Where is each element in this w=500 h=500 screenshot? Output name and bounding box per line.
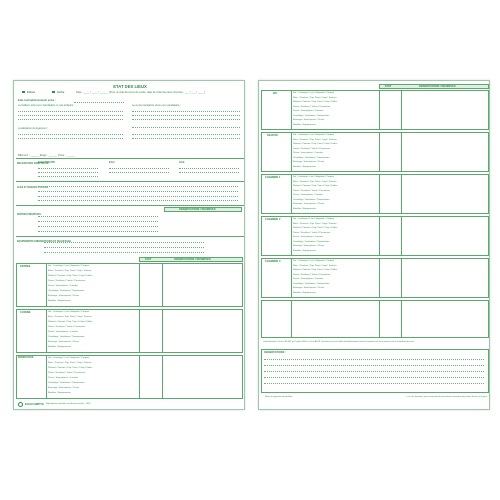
room-item: Plafond - Peinture / Pap. Peint / Crépi / Dalles <box>293 185 338 187</box>
rooms-col-obs: OBSERVATIONS / RESERVES <box>174 258 211 261</box>
contract-field[interactable] <box>74 102 124 103</box>
sign-locataire: Le ou les locataires, nom et signature des personnes concernées pour valeur d'acte sur la place <box>406 396 487 398</box>
room-item: Prises / Interrupteurs / Lumière <box>293 278 324 280</box>
room-item: Sol - Carrelage / Lino / Moquette / Parquet <box>293 218 335 220</box>
locataire-line: Le ou les locataires et/ou son mandataire : <box>132 104 181 107</box>
room-item: Eclairage / Interrupteurs / Prises <box>293 203 325 205</box>
room-item: Prises / Interrupteurs / Lumière <box>48 285 79 287</box>
room-item: Prises / Interrupteurs / Lumière <box>293 110 324 112</box>
room-item: Portes / Fenêtres / Volets / Persiennes <box>293 231 331 234</box>
room-item: Meubles / Equipements <box>293 249 316 252</box>
room-item: Eclairage / Interrupteurs / Prises <box>48 387 80 389</box>
room-item: Plafond - Peinture / Pap. Peint / Crépi / Dalles <box>293 143 338 145</box>
room-item: Murs - Peinture / Pap. Peint / Crépi / Faïence <box>48 362 92 364</box>
room-item: Prises / Interrupteurs / Lumière <box>48 331 79 333</box>
releve-eau-1[interactable] <box>109 168 169 169</box>
room-item: Meubles / Equipements <box>48 346 71 348</box>
room-item: Chauffage / Ventilation / Climatisation <box>48 290 85 292</box>
equipements-row-3[interactable] <box>44 252 204 253</box>
equipements-row-1[interactable] <box>44 242 204 243</box>
entree-checkbox[interactable] <box>22 91 25 93</box>
releve-electricite-3[interactable] <box>38 176 98 177</box>
rooms-col-etat: ETAT <box>145 258 152 261</box>
room-item: Meubles / Equipements <box>293 207 316 210</box>
observations-label: OBSERVATIONS : <box>264 351 286 354</box>
room-item: Sol - Carrelage / Lino / Moquette / Parquet <box>48 265 90 267</box>
room-item: Plafond - Peinture / Pap. Peint / Crépi / Dalles <box>48 275 93 277</box>
room-item: Eclairage / Interrupteurs / Prises <box>48 341 80 343</box>
room-item: Portes / Fenêtres / Volets / Persiennes <box>48 326 86 328</box>
equipements-row-2[interactable] <box>44 247 204 248</box>
cles-field-1[interactable] <box>38 186 238 187</box>
right-col-etat: ETAT <box>385 85 392 88</box>
logement-field-4[interactable] <box>132 134 240 135</box>
brand-name: EXACOMPTA <box>25 402 44 406</box>
locataire-field-1[interactable] <box>132 111 240 112</box>
releve-col-eau: EAU <box>109 161 115 164</box>
room-item: Prises / Interrupteurs / Lumière <box>293 194 324 196</box>
releve-eau-2[interactable] <box>109 172 169 173</box>
cles-field-2[interactable] <box>38 191 238 192</box>
left-page <box>13 80 245 410</box>
room-item: Chauffage / Ventilation / Climatisation <box>293 282 330 285</box>
parties-row-1[interactable] <box>38 216 158 217</box>
room-name: SEJOUR <box>267 134 278 137</box>
room-item: Prises / Interrupteurs / Lumière <box>293 152 324 154</box>
room-item: Eclairage / Interrupteurs / Prises <box>293 287 325 289</box>
releve-electricite-1[interactable] <box>38 168 98 169</box>
room-name: ENTREE <box>20 265 31 268</box>
room-item: Murs - Peinture / Pap. Peint / Crépi / Faïence <box>293 96 337 99</box>
logement-field-2[interactable] <box>18 138 123 139</box>
locataire-field-3[interactable] <box>132 119 240 120</box>
room-item: Portes / Fenêtres / Volets / Persiennes <box>293 189 331 192</box>
room-extra <box>261 300 489 338</box>
locataire-field-2[interactable] <box>132 115 240 116</box>
bailleur-field-1[interactable] <box>18 111 123 112</box>
observations-line-3[interactable] <box>264 371 484 372</box>
cles-field-4[interactable] <box>38 200 238 201</box>
observations-line-1[interactable] <box>264 359 484 360</box>
observations-line-5[interactable] <box>264 383 484 384</box>
equipements-heading: EQUIPEMENTS ENERGETIQUES ET CHAUFFAGE <box>17 241 72 243</box>
parties-row-3[interactable] <box>38 226 158 227</box>
releves-heading: RELEVES DES COMPTEURS <box>17 163 49 165</box>
logement-field-3[interactable] <box>132 127 240 128</box>
releve-col-electricite: ELECTRICITE <box>38 161 56 164</box>
cles-field-3[interactable] <box>38 196 238 197</box>
date-line: Date : ____ / ____ / ______ (Pour un état des lieux de sortie, date de l'état des lieux d'entrée : ___ / ___ / ____ ) <box>76 91 206 94</box>
room-item: Sol - Carrelage / Lino / Moquette / Parquet <box>293 176 335 178</box>
room-item: Murs - Peinture / Pap. Peint / Crépi / Faïence <box>293 138 337 141</box>
bailleur-line: Le bailleur et/ou son mandataire, le cas échéant : <box>18 104 75 107</box>
releve-electricite-2[interactable] <box>38 172 98 173</box>
bailleur-field-2[interactable] <box>18 115 123 116</box>
room-name: CHAMBRE 1 <box>265 176 281 179</box>
room-item: Plafond - Peinture / Pap. Peint / Crépi / Dalles <box>293 101 338 103</box>
room-item: Sol - Carrelage / Lino / Moquette / Parquet <box>293 260 335 262</box>
logement-field-1[interactable] <box>18 134 123 135</box>
room-item: Sol - Carrelage / Lino / Moquette / Parquet <box>48 311 90 313</box>
cles-heading: CLES ET BADGES D'ACCES <box>17 187 49 189</box>
room-item: Sol - Carrelage / Lino / Moquette / Parquet <box>48 357 90 359</box>
room-item: Eclairage / Interrupteurs / Prises <box>293 245 325 247</box>
parties-heading: PARTIES PRIVATIVES <box>17 214 41 216</box>
contract-heading: Etat contradictoirement entre : <box>18 99 56 102</box>
room-item: Eclairage / Interrupteurs / Prises <box>48 295 80 297</box>
room-item: Chauffage / Ventilation / Climatisation <box>48 382 85 384</box>
room-item: Plafond - Peinture / Pap. Peint / Crépi / Dalles <box>293 227 338 229</box>
room-item: Eclairage / Interrupteurs / Prises <box>293 161 325 163</box>
room-item: Portes / Fenêtres / Volets / Persiennes <box>48 372 86 374</box>
room-name: WC <box>273 92 278 95</box>
room-item: Sol - Carrelage / Lino / Moquette / Parquet <box>293 92 335 94</box>
batiment-line: Bâtiment : ______ Etage : ______ Porte : ______ <box>18 154 76 157</box>
room-item: Meubles / Equipements <box>48 300 71 302</box>
right-page <box>258 80 490 410</box>
logement-line: Localisation du logement : <box>18 127 49 130</box>
room-item: Murs - Peinture / Pap. Peint / Crépi / Faïence <box>48 270 92 272</box>
room-item: Murs - Peinture / Pap. Peint / Crépi / Faïence <box>48 316 92 318</box>
room-item: Chauffage / Ventilation / Climatisation <box>293 198 330 201</box>
parties-col-obs: OBSERVATIONS / RESERVES <box>179 208 216 211</box>
room-item: Plafond - Peinture / Pap. Peint / Crépi / Dalles <box>293 269 338 271</box>
room-item: Prises / Interrupteurs / Lumière <box>48 377 79 379</box>
room-item: Meubles / Equipements <box>48 392 71 394</box>
room-item: Prises / Interrupteurs / Lumière <box>293 236 324 238</box>
parties-row-4[interactable] <box>38 231 158 232</box>
room-item: Murs - Peinture / Pap. Peint / Crépi / Faïence <box>293 180 337 183</box>
room-item: Murs - Peinture / Pap. Peint / Crépi / Faïence <box>293 222 337 225</box>
sortie-checkbox[interactable] <box>52 91 55 93</box>
form-title: ETAT DES LIEUX <box>113 84 147 89</box>
room-item: Eclairage / Interrupteurs / Prises <box>293 119 325 121</box>
parties-row-2[interactable] <box>38 221 158 222</box>
room-item: Portes / Fenêtres / Volets / Persiennes <box>293 105 331 108</box>
room-item: Portes / Fenêtres / Volets / Persiennes <box>293 147 331 150</box>
observations-line-2[interactable] <box>264 365 484 366</box>
footer-note: Reproduction interdite, tous droits réservés - 2016 <box>46 403 91 405</box>
releve-gaz-1[interactable] <box>179 168 239 169</box>
legal-text: Conformément à la loi n°89-462 du 6 juillet 1989 et à la loi ALUR, l'état des lieux est établi contradictoirement entre les parties lors de la remise et de la restitution des clés. <box>263 341 415 343</box>
bailleur-field-3[interactable] <box>18 119 123 120</box>
room-item: Meubles / Equipements <box>293 123 316 126</box>
room-item: Portes / Fenêtres / Volets / Persiennes <box>48 280 86 282</box>
logement-field-5[interactable] <box>132 138 240 139</box>
room-item: Chauffage / Ventilation / Climatisation <box>48 336 85 338</box>
room-item: Meubles / Equipements <box>293 291 316 294</box>
room-name: SDB/DOUCHE <box>18 357 34 359</box>
sign-bailleur: Nom et signature du bailleur <box>265 396 293 398</box>
right-col-obs: OBSERVATIONS / RESERVES <box>419 85 456 88</box>
releve-gaz-2[interactable] <box>179 172 239 173</box>
room-item: Plafond - Peinture / Pap. Peint / Crépi / Dalles <box>48 367 93 369</box>
room-item: Sol - Carrelage / Lino / Moquette / Parquet <box>293 134 335 136</box>
room-item: Chauffage / Ventilation / Climatisation <box>293 240 330 243</box>
room-name: CHAMBRE 3 <box>265 260 281 263</box>
room-name: CUISINE <box>20 311 31 314</box>
room-item: Murs - Peinture / Pap. Peint / Crépi / Faïence <box>293 264 337 267</box>
exacompta-logo-icon <box>18 402 23 407</box>
releve-col-gaz: GAZ <box>179 161 185 164</box>
observations-line-4[interactable] <box>264 377 484 378</box>
entree-label: Entrée <box>27 91 36 94</box>
sortie-label: Sortie <box>57 91 65 94</box>
room-name: CHAMBRE 2 <box>265 218 281 221</box>
room-item: Meubles / Equipements <box>293 165 316 168</box>
room-item: Chauffage / Ventilation / Climatisation <box>293 114 330 117</box>
room-item: Plafond - Peinture / Pap. Peint / Crépi / Dalles <box>48 321 93 323</box>
room-item: Chauffage / Ventilation / Climatisation <box>293 156 330 159</box>
room-item: Portes / Fenêtres / Volets / Persiennes <box>293 273 331 276</box>
